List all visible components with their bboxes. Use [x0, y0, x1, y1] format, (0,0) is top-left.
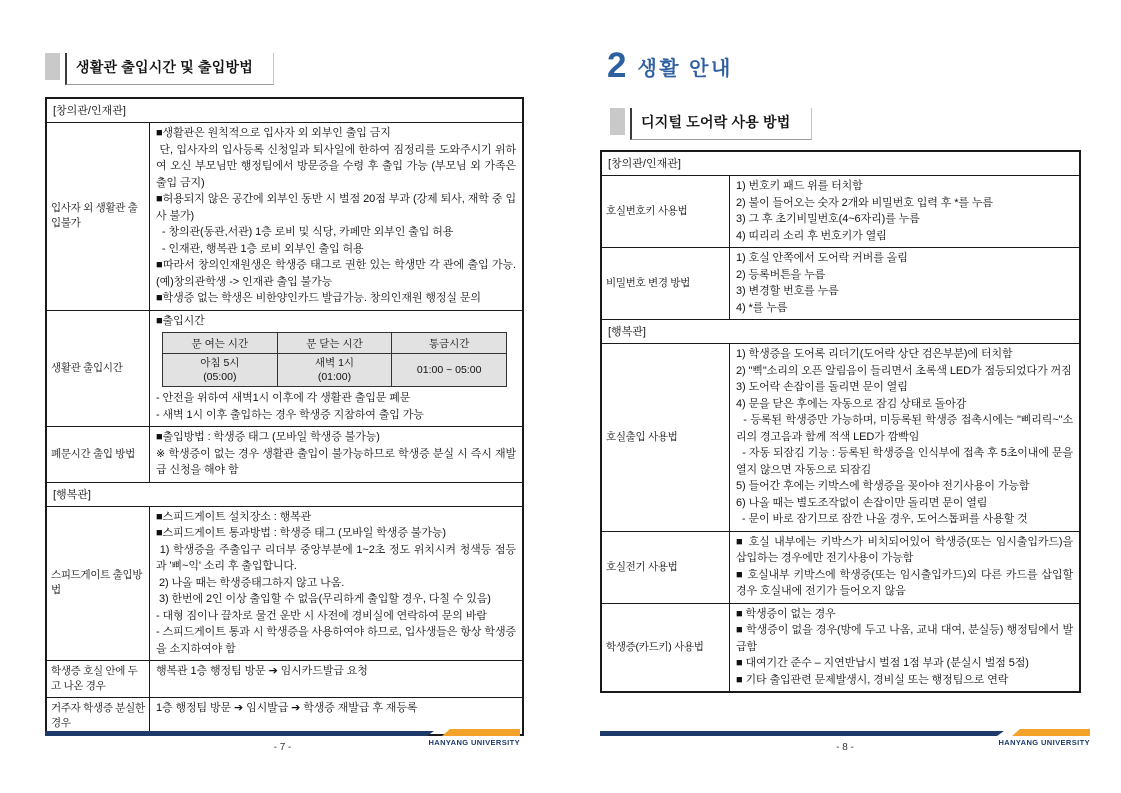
row-label: 호실번호키 사용법 [602, 176, 730, 247]
content-line: - 자동 되잠김 기능 : 등록된 학생증을 인식부에 접촉 후 5초이내에 문을 열지 않으면 자동으로 되잠김 [736, 447, 1076, 476]
entry-time-data-cell [163, 354, 278, 387]
cell-line: (01:00) [317, 371, 352, 383]
content-line: 3) 한번에 2인 이상 출입할 수 없음(무리하게 출입할 경우, 다칠 수 있음) [156, 593, 491, 605]
table-row [602, 247, 1079, 319]
row-label: 학생증 호실 안에 두고 나온 경우 [47, 661, 150, 697]
chapter-title: 생활 안내 [637, 57, 733, 80]
entry-time-data-row [163, 354, 507, 387]
row-label: 폐문시간 출입 방법 [47, 427, 150, 482]
content-line: - 안전을 위하여 새벽1시 이후에 각 생활관 출입문 폐문 [156, 392, 411, 404]
row-content [730, 344, 1079, 531]
section-marker-icon [45, 53, 60, 80]
cell-line: 01:00 ~ 05:00 [416, 364, 482, 376]
row-content [150, 427, 522, 482]
footer-navy-bar [45, 731, 434, 736]
content-line: - 창의관(동관,서관) 1층 로비 및 식당, 카페만 외부인 출입 허용 [156, 226, 454, 238]
content-line: ■스피드게이트 통과방법 : 학생증 태그 (모바일 학생증 불가능) [156, 527, 446, 539]
row-label: 스피드게이트 출입방법 [47, 507, 150, 661]
table-section-row: [행복관] [602, 319, 1079, 343]
table-row [602, 603, 1079, 692]
content-line: 1) 학생증을 주출입구 리더부 중앙부분에 1~2초 정도 위치시켜 청색등 점등과 '삐~익' 소리 후 출입합니다. [156, 543, 516, 572]
content-line: - 등록된 학생증만 가능하며, 미등록된 학생증 접촉시에는 "삐리릭~"소리의 경고음과 함께 적색 LED가 깜빡임 [736, 414, 1073, 443]
content-line: 6) 나올 때는 별도조작없이 손잡이만 돌리면 문이 열림 [736, 496, 988, 509]
content-line: - 문이 바로 잠기므로 잠깐 나올 경우, 도어스톱퍼를 사용할 것 [736, 513, 1028, 525]
content-line: - 새벽 1시 이후 출입하는 경우 학생증 지참하여 출입 가능 [156, 408, 424, 421]
row-content [730, 176, 1079, 247]
content-line: - 스피드게이트 통과 시 학생증을 사용하여야 하므로, 입사생들은 항상 학생증을 소지하여야 함 [156, 626, 516, 655]
entry-time-table [162, 332, 507, 387]
left-section-title: 생활관 출입시간 및 출입방법 [65, 53, 274, 85]
content-line: ※ 학생증이 없는 경우 생활관 출입이 불가능하므로 학생증 분실 시 즉시 재발급 신청을 해야 함 [156, 447, 516, 476]
cell-line: (05:00) [203, 371, 237, 383]
row-content [730, 248, 1079, 319]
entry-time-header-cell: 문 여는 시간 [163, 333, 278, 354]
row-content [730, 604, 1079, 692]
content-line: ■출입시간 [156, 314, 205, 327]
content-line: 1) 학생증을 도어록 리더기(도어락 상단 검은부분)에 터치함 [736, 348, 1013, 360]
table-row [602, 343, 1079, 531]
left-page-footer [45, 729, 520, 759]
content-line: 1) 번호키 패드 위를 터치함 [736, 180, 863, 192]
footer-orange-bar [1012, 729, 1090, 736]
content-line: 1층 행정팀 방문 ➔ 임시발급 ➔ 학생증 재발급 후 재등록 [156, 702, 418, 714]
content-line: ■스피드게이트 설치장소 : 행복관 [156, 510, 312, 523]
footer-orange-bar [442, 729, 520, 736]
row-content [150, 311, 522, 427]
table-section-row: [창의관/인재관] [53, 105, 126, 117]
entry-time-body [163, 354, 507, 387]
content-line: - 대형 짐이나 끌차로 물건 운반 시 사전에 경비실에 연락하여 문의 바람 [156, 609, 487, 622]
table-row [602, 175, 1079, 247]
content-line: ■ 기타 출입관련 문제발생시, 경비실 또는 행정팀으로 연락 [736, 673, 1009, 686]
table-row [602, 531, 1079, 603]
entry-time-data-cell [392, 354, 507, 387]
content-line: ■ 학생증이 없을 경우(방에 두고 나옴, 교내 대여, 분실등) 행정팀에서 발급함 [736, 624, 1073, 653]
entry-time-header-row [163, 333, 507, 354]
entry-time-data-cell [277, 354, 392, 387]
content-line: ■생활관은 원칙적으로 입사자 외 외부인 출입 금지 [156, 127, 391, 139]
content-line: ■ 학생증이 없는 경우 [736, 607, 836, 620]
content-line: ■ 호실 내부에는 키박스가 비치되어있어 학생증(또는 임시출입카드)을 삽입하는 경우에만 전기사용이 가능함 [736, 535, 1076, 564]
table-row [47, 660, 522, 697]
right-page-number: - 8 - [836, 742, 854, 753]
content-line: ■ 호실내부 키박스에 학생증(또는 임시출입카드)외 다른 카드를 삽입할 경우 호실내에 전기가 들어오지 않음 [736, 568, 1076, 597]
left-page-number: - 7 - [273, 742, 292, 753]
table-row [47, 310, 522, 427]
content-line: 2) 나올 때는 학생증태그하지 않고 나옴. [156, 576, 345, 589]
table-row [47, 426, 522, 482]
content-line: ■학생증 없는 학생은 비한양인카드 발급가능. 창의인재원 행정실 문의 [156, 292, 481, 304]
content-line: 4) *를 누름 [736, 301, 788, 314]
content-line: 2) "삑"소리의 오픈 알림음이 들리면서 초록색 LED가 점등되었다가 꺼짐 [736, 364, 1072, 377]
content-line: 3) 변경할 번호를 누름 [736, 285, 839, 297]
content-line: 1) 호실 안쪽에서 도어락 커버를 올림 [736, 252, 908, 264]
right-page-footer [600, 729, 1090, 759]
table-section-row: [창의관/인재관] [608, 158, 681, 170]
cell-line: 아침 5시 [200, 357, 240, 369]
cell-line: 새벽 1시 [314, 357, 355, 369]
doorlock-usage-table [600, 150, 1081, 693]
chapter-heading [607, 46, 733, 85]
row-label: 학생증(카드키) 사용법 [602, 604, 730, 692]
chapter-number: 2 [607, 46, 627, 85]
entry-time-header-cell: 문 닫는 시간 [277, 333, 392, 354]
section-marker-icon [610, 108, 625, 135]
content-line: 2) 불이 들어오는 숫자 2개와 비밀번호 입력 후 *를 누름 [736, 196, 993, 209]
right-section-title: 디지털 도어락 사용 방법 [630, 108, 812, 140]
content-line: 5) 들어간 후에는 키박스에 학생증을 꽂아야 전기사용이 가능함 [736, 480, 1030, 492]
content-line: 4) 띠리리 소리 후 번호키가 열림 [736, 229, 887, 242]
content-line: ■따라서 창의인재원생은 학생증 태그로 권한 있는 학생만 각 관에 출입 가능. (예)창의관학생 -> 인재관 출입 불가능 [156, 259, 519, 288]
content-line: 3) 그 후 초기비밀번호(4~6자리)를 누름 [736, 213, 920, 225]
row-content [150, 661, 522, 697]
entry-time-header-cell: 통금시간 [392, 333, 507, 354]
row-label: 호실출입 사용법 [602, 344, 730, 531]
content-line: ■출입방법 : 학생증 태그 (모바일 학생증 불가능) [156, 431, 380, 443]
row-content [730, 532, 1079, 603]
row-label: 입사자 외 생활관 출입불가 [47, 123, 150, 310]
content-line: 3) 도어락 손잡이를 돌리면 문이 열림 [736, 381, 908, 393]
row-content [150, 123, 522, 310]
content-line: ■허용되지 않은 공간에 외부인 동반 시 벌점 20점 부과 (강제 퇴사, 재학 중 입사 불가) [156, 193, 516, 222]
content-line: - 인재관, 행복관 1층 로비 외부인 출입 허용 [156, 242, 364, 255]
content-line: 행복관 1층 행정팀 방문 ➔ 임시카드발급 요청 [156, 665, 368, 677]
row-label: 호실전기 사용법 [602, 532, 730, 603]
entry-rules-table [45, 97, 524, 736]
row-label: 비밀번호 변경 방법 [602, 248, 730, 319]
content-line: ■ 대여기간 준수 – 지연반납시 벌점 1점 부과 (분실시 벌점 5점) [736, 657, 1029, 669]
content-line: 4) 문을 닫은 후에는 자동으로 잠김 상태로 돌아감 [736, 397, 967, 410]
table-row [47, 122, 522, 310]
university-logo-text: HANYANG UNIVERSITY [428, 738, 520, 747]
left-section-header [45, 53, 274, 85]
footer-navy-bar [600, 731, 1004, 736]
content-line: 2) 등록버튼을 누름 [736, 268, 826, 281]
row-label: 거주자 학생증 분실한 경우 [47, 698, 150, 734]
row-label: 생활관 출입시간 [47, 311, 150, 427]
table-section-row: [행복관] [47, 482, 522, 506]
right-section-header [610, 108, 812, 140]
university-logo-text: HANYANG UNIVERSITY [998, 738, 1090, 747]
content-line: 단, 입사자의 입사등록 신청일과 퇴사일에 한하여 짐정리를 도와주시기 위하여 오신 부모님만 행정팀에서 방문증을 수령 후 출입 가능 (부모님 외 가족은 출입 금지) [156, 143, 519, 189]
row-content [150, 507, 522, 661]
entry-time-head [163, 333, 507, 354]
table-row [47, 506, 522, 661]
